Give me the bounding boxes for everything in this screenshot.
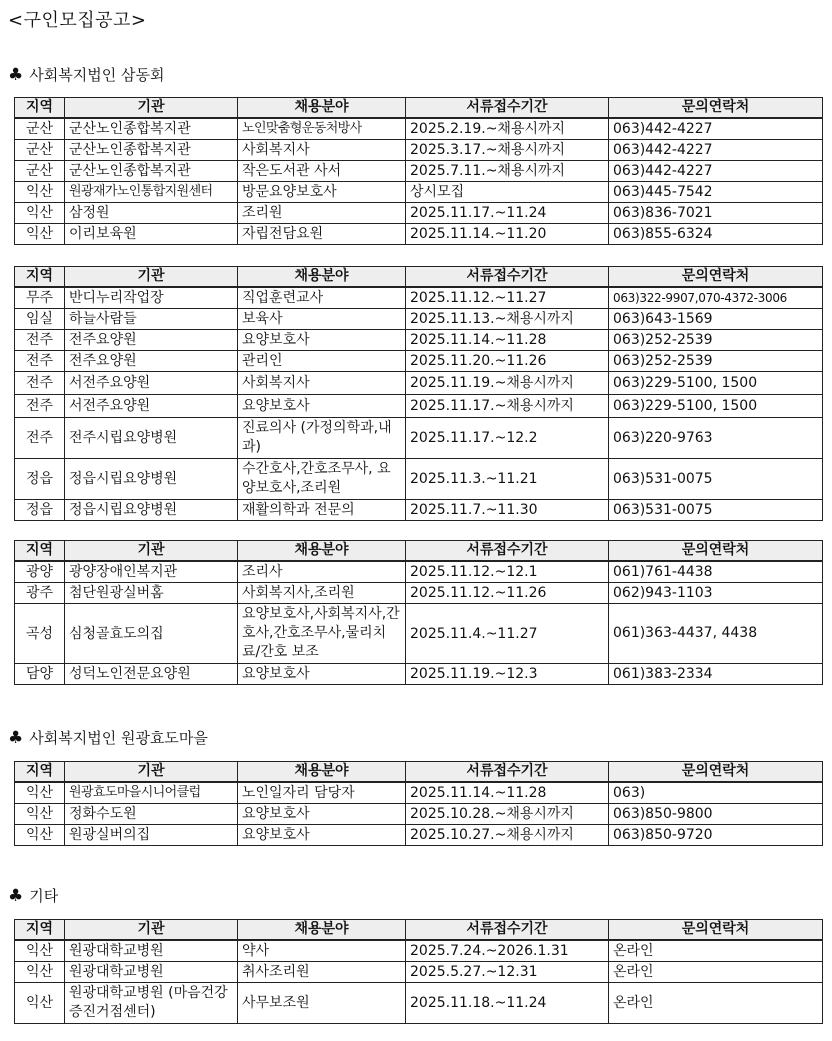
table-row	[15, 118, 823, 140]
table-row	[15, 983, 823, 1024]
cell-region: 전주	[15, 418, 65, 459]
cell-org: 전주시립요양병원	[65, 418, 238, 459]
page-title: <구인모집공고>	[8, 10, 147, 31]
col-header-contact: 문의연락처	[609, 267, 823, 288]
cell-region: 군산	[15, 140, 65, 161]
table-row	[15, 224, 823, 245]
cell-contact: 063)850-9800	[609, 804, 823, 825]
cell-org: 첨단원광실버홈	[65, 583, 238, 604]
table-row	[15, 804, 823, 825]
club-icon: ♣	[8, 886, 24, 906]
cell-region: 군산	[15, 118, 65, 140]
cell-period: 2025.11.7.~11.30	[406, 500, 609, 521]
cell-contact: 063)252-2539	[609, 351, 823, 372]
cell-region: 전주	[15, 330, 65, 351]
table-row	[15, 203, 823, 224]
table-header-row	[15, 762, 823, 783]
cell-field: 조리사	[238, 561, 406, 583]
cell-period: 2025.10.28.~채용시까지	[406, 804, 609, 825]
section-title: 기타	[29, 887, 59, 905]
cell-field: 진료의사 (가정의학과,내과)	[238, 418, 406, 459]
cell-region: 광주	[15, 583, 65, 604]
table-row	[15, 940, 823, 962]
cell-period: 2025.11.17.~12.2	[406, 418, 609, 459]
col-header-field: 채용분야	[238, 920, 406, 941]
cell-field: 보육사	[238, 309, 406, 330]
cell-region: 임실	[15, 309, 65, 330]
cell-region: 무주	[15, 287, 65, 309]
cell-org: 군산노인종합복지관	[65, 118, 238, 140]
cell-period: 2025.10.27.~채용시까지	[406, 825, 609, 846]
cell-field: 재활의학과 전문의	[238, 500, 406, 521]
cell-period: 2025.11.13.~채용시까지	[406, 309, 609, 330]
cell-field: 사무보조원	[238, 983, 406, 1024]
section-title: 사회복지법인 원광효도마을	[29, 729, 208, 747]
col-header-period: 서류접수기간	[406, 762, 609, 783]
cell-region: 익산	[15, 182, 65, 203]
cell-period: 2025.11.12.~11.26	[406, 583, 609, 604]
cell-contact: 063)445-7542	[609, 182, 823, 203]
cell-period: 2025.11.12.~11.27	[406, 287, 609, 309]
col-header-org: 기관	[65, 267, 238, 288]
cell-region: 정읍	[15, 459, 65, 500]
cell-org: 군산노인종합복지관	[65, 140, 238, 161]
cell-contact: 061)383-2334	[609, 664, 823, 685]
cell-org: 이리보육원	[65, 224, 238, 245]
cell-field: 수간호사,간호조무사, 요양보호사,조리원	[238, 459, 406, 500]
table-row	[15, 604, 823, 664]
cell-region: 정읍	[15, 500, 65, 521]
col-header-region: 지역	[15, 541, 65, 562]
cell-field: 약사	[238, 940, 406, 962]
table-row	[15, 459, 823, 500]
cell-contact: 063)531-0075	[609, 500, 823, 521]
cell-field: 방문요양보호사	[238, 182, 406, 203]
job-table-samdong-2	[14, 266, 823, 521]
cell-org: 전주요양원	[65, 330, 238, 351]
cell-field: 직업훈련교사	[238, 287, 406, 309]
cell-org: 삼정원	[65, 203, 238, 224]
table-row	[15, 418, 823, 459]
section-title: 사회복지법인 삼동회	[29, 66, 165, 84]
cell-field: 요양보호사	[238, 825, 406, 846]
table-row	[15, 351, 823, 372]
cell-field: 조리원	[238, 203, 406, 224]
cell-contact: 063)252-2539	[609, 330, 823, 351]
cell-region: 군산	[15, 161, 65, 182]
cell-region: 익산	[15, 962, 65, 983]
cell-region: 익산	[15, 825, 65, 846]
cell-contact: 062)943-1103	[609, 583, 823, 604]
table-row	[15, 664, 823, 685]
col-header-period: 서류접수기간	[406, 267, 609, 288]
cell-contact: 061)761-4438	[609, 561, 823, 583]
cell-period: 2025.11.4.~11.27	[406, 604, 609, 664]
cell-field: 취사조리원	[238, 962, 406, 983]
col-header-contact: 문의연락처	[609, 762, 823, 783]
col-header-period: 서류접수기간	[406, 541, 609, 562]
col-header-contact: 문의연락처	[609, 541, 823, 562]
table-header-row	[15, 98, 823, 119]
table-row	[15, 140, 823, 161]
cell-contact: 063)442-4227	[609, 140, 823, 161]
cell-region: 익산	[15, 782, 65, 804]
cell-field: 작은도서관 사서	[238, 161, 406, 182]
cell-org: 광양장애인복지관	[65, 561, 238, 583]
cell-region: 전주	[15, 351, 65, 372]
job-table-etc	[14, 919, 823, 1024]
job-table-samdong-1	[14, 97, 823, 245]
table-header-row	[15, 267, 823, 288]
cell-contact: 063)442-4227	[609, 118, 823, 140]
cell-field: 요양보호사	[238, 330, 406, 351]
cell-region: 익산	[15, 203, 65, 224]
cell-region: 익산	[15, 224, 65, 245]
table-row	[15, 561, 823, 583]
cell-region: 곡성	[15, 604, 65, 664]
cell-region: 익산	[15, 983, 65, 1024]
cell-contact: 063)442-4227	[609, 161, 823, 182]
cell-contact: 063)322-9907,070-4372-3006	[609, 287, 823, 309]
cell-contact: 063)229-5100, 1500	[609, 395, 823, 418]
cell-org: 원광재가노인통합지원센터	[65, 182, 238, 203]
table-row	[15, 161, 823, 182]
cell-period: 2025.11.18.~11.24	[406, 983, 609, 1024]
table-row	[15, 372, 823, 395]
cell-period: 2025.2.19.~채용시까지	[406, 118, 609, 140]
job-table-wongwang	[14, 761, 823, 846]
col-header-region: 지역	[15, 762, 65, 783]
cell-contact: 063)220-9763	[609, 418, 823, 459]
table-row	[15, 287, 823, 309]
cell-contact: 063)531-0075	[609, 459, 823, 500]
cell-org: 원광효도마을시니어클럽	[65, 782, 238, 804]
cell-org: 하늘사람들	[65, 309, 238, 330]
cell-contact: 063)643-1569	[609, 309, 823, 330]
cell-field: 노인맞춤형운동처방사	[238, 118, 406, 140]
cell-period: 상시모집	[406, 182, 609, 203]
cell-region: 익산	[15, 804, 65, 825]
cell-contact: 온라인	[609, 962, 823, 983]
cell-contact: 061)363-4437, 4438	[609, 604, 823, 664]
cell-period: 2025.11.3.~11.21	[406, 459, 609, 500]
cell-period: 2025.11.17.~채용시까지	[406, 395, 609, 418]
cell-period: 2025.7.24.~2026.1.31	[406, 940, 609, 962]
job-table-samdong-3	[14, 540, 823, 685]
col-header-org: 기관	[65, 920, 238, 941]
cell-contact: 063)	[609, 782, 823, 804]
cell-field: 요양보호사	[238, 395, 406, 418]
cell-contact: 063)836-7021	[609, 203, 823, 224]
col-header-period: 서류접수기간	[406, 920, 609, 941]
table-row	[15, 500, 823, 521]
table-row	[15, 782, 823, 804]
cell-org: 서전주요양원	[65, 395, 238, 418]
cell-period: 2025.5.27.~12.31	[406, 962, 609, 983]
cell-org: 정화수도원	[65, 804, 238, 825]
cell-org: 반디누리작업장	[65, 287, 238, 309]
table-row	[15, 962, 823, 983]
cell-field: 노인일자리 담당자	[238, 782, 406, 804]
club-icon: ♣	[8, 65, 24, 85]
col-header-org: 기관	[65, 98, 238, 119]
col-header-field: 채용분야	[238, 762, 406, 783]
col-header-org: 기관	[65, 762, 238, 783]
cell-period: 2025.11.20.~11.26	[406, 351, 609, 372]
cell-period: 2025.11.14.~11.20	[406, 224, 609, 245]
col-header-contact: 문의연락처	[609, 920, 823, 941]
cell-org: 서전주요양원	[65, 372, 238, 395]
cell-field: 요양보호사	[238, 804, 406, 825]
cell-period: 2025.11.19.~12.3	[406, 664, 609, 685]
cell-period: 2025.11.19.~채용시까지	[406, 372, 609, 395]
cell-contact: 063)229-5100, 1500	[609, 372, 823, 395]
cell-region: 익산	[15, 940, 65, 962]
table-row	[15, 583, 823, 604]
cell-field: 요양보호사	[238, 664, 406, 685]
col-header-field: 채용분야	[238, 541, 406, 562]
col-header-field: 채용분야	[238, 267, 406, 288]
table-row	[15, 825, 823, 846]
cell-region: 전주	[15, 395, 65, 418]
cell-period: 2025.11.12.~12.1	[406, 561, 609, 583]
cell-org: 원광대학교병원	[65, 940, 238, 962]
col-header-field: 채용분야	[238, 98, 406, 119]
cell-region: 담양	[15, 664, 65, 685]
cell-region: 전주	[15, 372, 65, 395]
col-header-region: 지역	[15, 920, 65, 941]
cell-org: 원광대학교병원 (마음건강증진거점센터)	[65, 983, 238, 1024]
section-heading-samdong	[8, 64, 164, 85]
cell-org: 성덕노인전문요양원	[65, 664, 238, 685]
cell-period: 2025.3.17.~채용시까지	[406, 140, 609, 161]
section-heading-wongwang	[8, 727, 208, 748]
cell-contact: 온라인	[609, 983, 823, 1024]
cell-period: 2025.11.14.~11.28	[406, 782, 609, 804]
cell-org: 정읍시립요양병원	[65, 459, 238, 500]
cell-org: 정읍시립요양병원	[65, 500, 238, 521]
col-header-region: 지역	[15, 267, 65, 288]
cell-field: 사회복지사,조리원	[238, 583, 406, 604]
cell-period: 2025.7.11.~채용시까지	[406, 161, 609, 182]
cell-period: 2025.11.14.~11.28	[406, 330, 609, 351]
col-header-org: 기관	[65, 541, 238, 562]
cell-org: 원광실버의집	[65, 825, 238, 846]
cell-field: 사회복지사	[238, 140, 406, 161]
table-header-row	[15, 920, 823, 941]
table-row	[15, 395, 823, 418]
cell-field: 사회복지사	[238, 372, 406, 395]
cell-region: 광양	[15, 561, 65, 583]
cell-period: 2025.11.17.~11.24	[406, 203, 609, 224]
cell-field: 관리인	[238, 351, 406, 372]
table-row	[15, 309, 823, 330]
cell-contact: 063)850-9720	[609, 825, 823, 846]
col-header-period: 서류접수기간	[406, 98, 609, 119]
cell-org: 심청골효도의집	[65, 604, 238, 664]
cell-contact: 063)855-6324	[609, 224, 823, 245]
cell-field: 요양보호사,사회복지사,간호사,간호조무사,물리치료/간호 보조	[238, 604, 406, 664]
table-row	[15, 182, 823, 203]
table-header-row	[15, 541, 823, 562]
col-header-region: 지역	[15, 98, 65, 119]
cell-org: 군산노인종합복지관	[65, 161, 238, 182]
cell-org: 원광대학교병원	[65, 962, 238, 983]
section-heading-etc	[8, 885, 58, 906]
col-header-contact: 문의연락처	[609, 98, 823, 119]
table-row	[15, 330, 823, 351]
cell-field: 자립전담요원	[238, 224, 406, 245]
club-icon: ♣	[8, 728, 24, 748]
cell-contact: 온라인	[609, 940, 823, 962]
cell-org: 전주요양원	[65, 351, 238, 372]
